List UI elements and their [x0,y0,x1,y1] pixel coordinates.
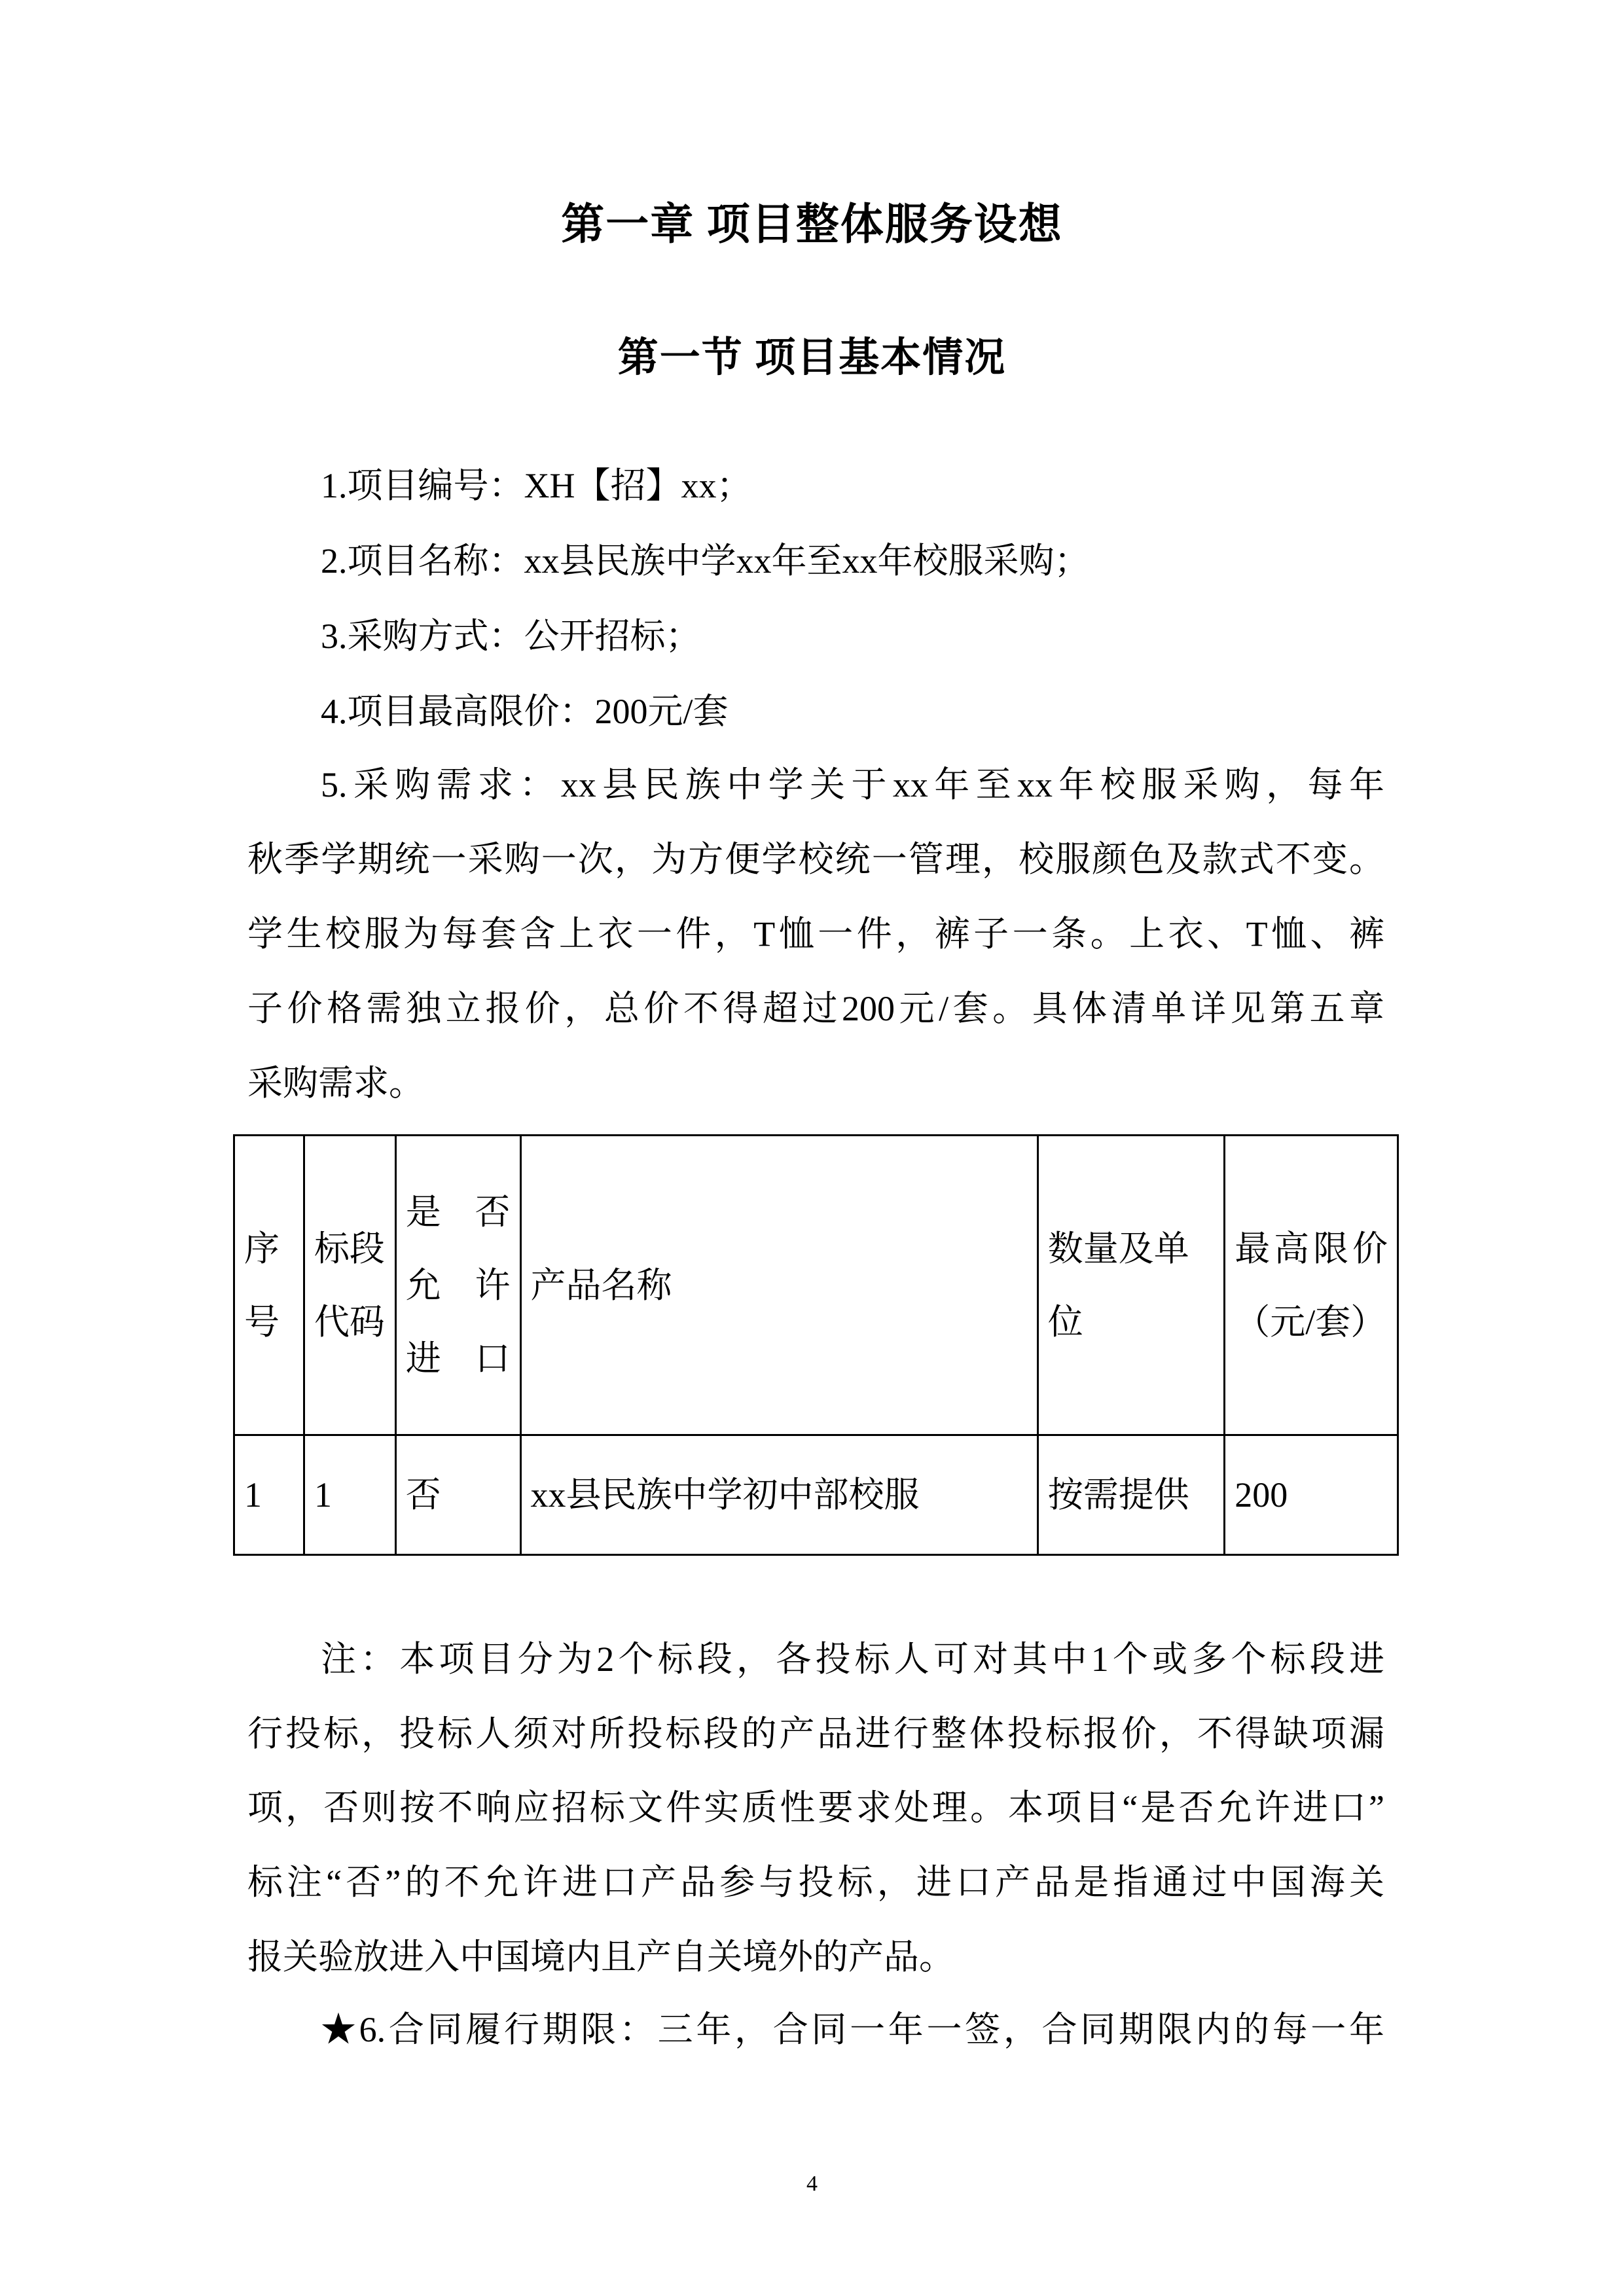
contract-term-line: ★6.合同履行期限：三年，合同一年一签，合同期限内的每一年 [321,2010,1384,2049]
requirement-line: 秋季学期统一采购一次，为方便学校统一管理，校服颜色及款式不变。 [247,840,1384,879]
table-row [234,1435,1398,1555]
requirement-line: 采购需求。 [247,1064,424,1103]
section-title: 第一节 项目基本情况 [617,336,1007,380]
item-max-price: 4.项目最高限价：200元/套 [321,692,729,731]
table-header-row [234,1136,1398,1435]
note-line: 报关验放进入中国境内且产自关境外的产品。 [247,1937,954,1977]
cell-max-price: 200 [1225,1435,1398,1555]
requirement-line: 5.采购需求：xx县民族中学关于xx年至xx年校服采购，每年 [321,765,1384,804]
cell-index: 1 [234,1435,304,1555]
header-quantity-unit: 数量及单位 [1038,1136,1224,1435]
header-lot-code: 标段代码 [304,1136,395,1435]
item-procurement-method: 3.采购方式：公开招标； [321,617,701,656]
item-project-name: 2.项目名称：xx县民族中学xx年至xx年校服采购； [321,541,1090,581]
cell-lot-code: 1 [304,1435,395,1555]
header-product-name: 产品名称 [520,1136,1038,1435]
requirement-line: 子价格需独立报价，总价不得超过200元/套。具体清单详见第五章 [247,989,1384,1028]
note-line: 行投标，投标人须对所投标段的产品进行整体投标报价，不得缺项漏 [247,1714,1384,1753]
note-line: 注：本项目分为2个标段，各投标人可对其中1个或多个标段进 [321,1640,1384,1679]
requirement-line: 学生校服为每套含上衣一件，T恤一件，裤子一条。上衣、T恤、裤 [247,914,1384,954]
note-line: 项，否则按不响应招标文件实质性要求处理。本项目“是否允许进口” [247,1788,1384,1827]
product-table [233,1134,1399,1556]
header-index: 序号 [234,1136,304,1435]
page-number: 4 [806,2172,818,2196]
cell-import-allowed: 否 [395,1435,520,1555]
cell-product-name: xx县民族中学初中部校服 [520,1435,1038,1555]
header-import-allowed: 是否允许进口 [395,1136,520,1435]
cell-quantity-unit: 按需提供 [1038,1435,1224,1555]
item-project-number: 1.项目编号：XH【招】xx； [321,466,752,505]
chapter-title: 第一章 项目整体服务设想 [561,201,1063,249]
header-max-price: 最高限价（元/套） [1225,1136,1398,1435]
note-line: 标注“否”的不允许进口产品参与投标，进口产品是指通过中国海关 [247,1863,1384,1902]
